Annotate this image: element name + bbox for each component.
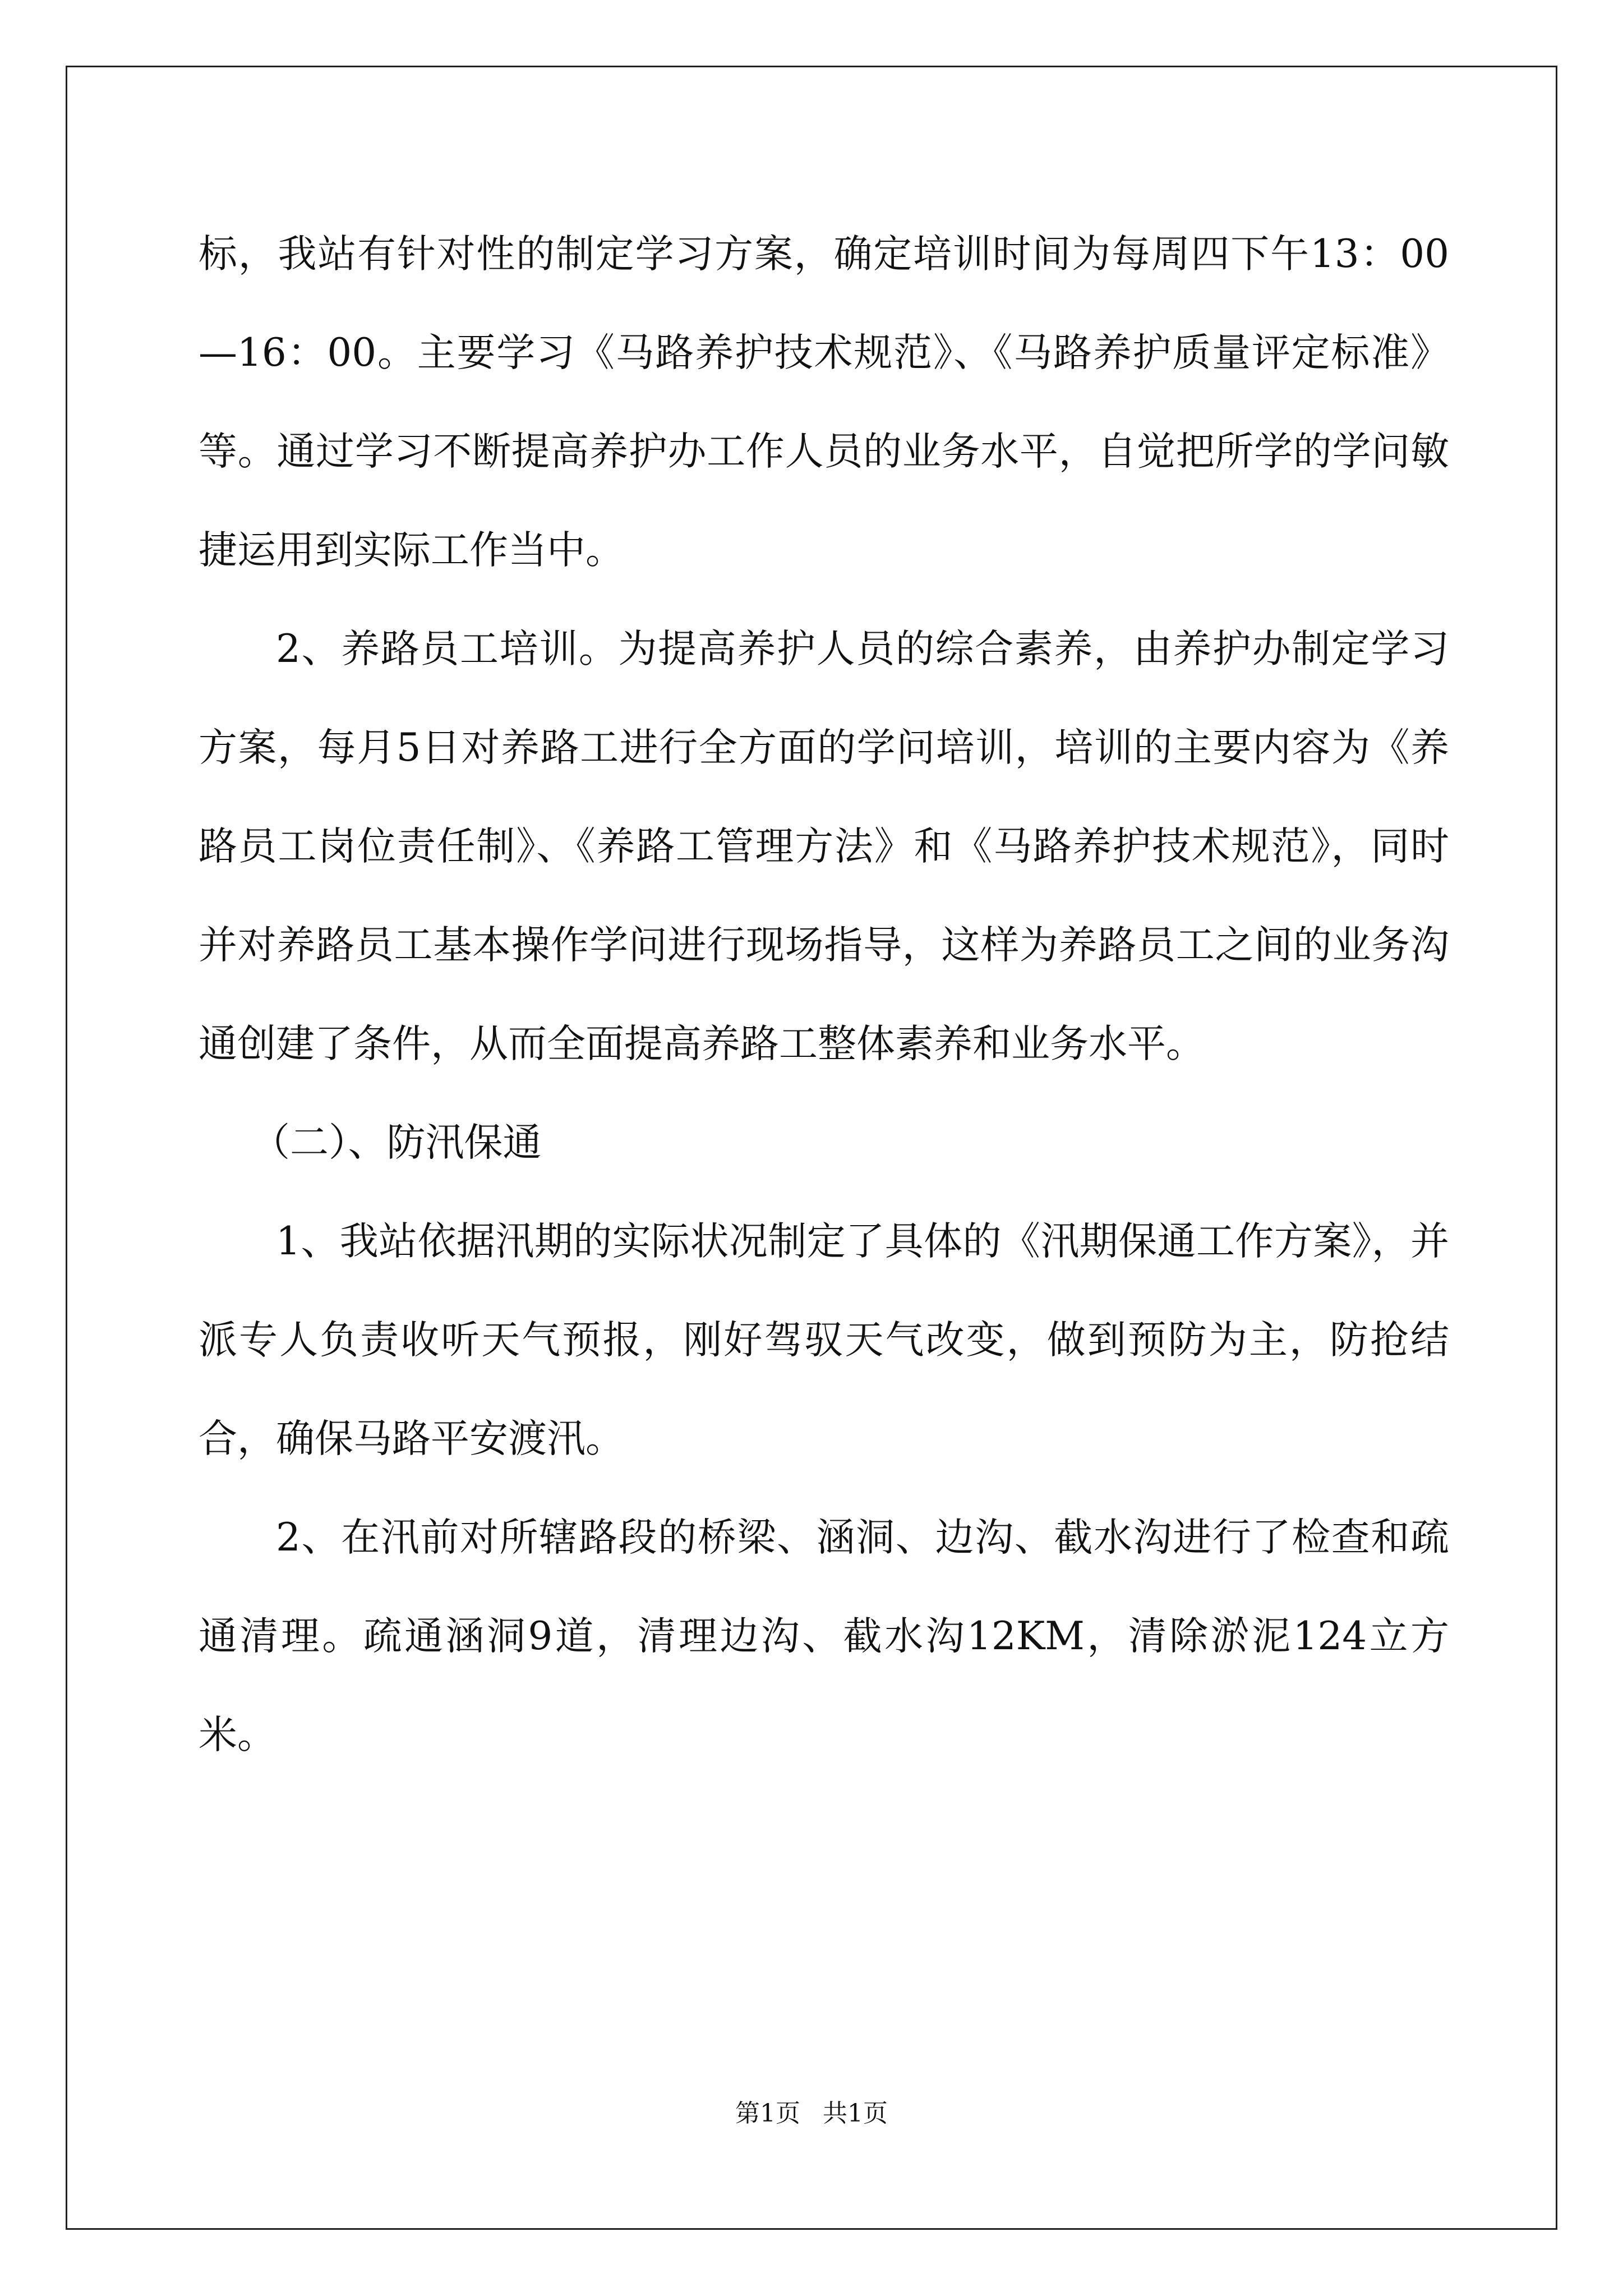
paragraph-staff-training: 2、养路员工培训。为提高养护人员的综合素养，由养护办制定学习方案，每月5日对养路工进行全方面的学问培训，培训的主要内容为《养路员工岗位责任制》、《养路工管理方法》和《马路养护技术规范》，同时并对养路员工基本操作学问进行现场指导，这样为养路员工之间的业务沟通创建了条件，从而全面提高养路工整体素养和业务水平。 xyxy=(199,627,1449,1066)
paragraph-flood-plan: 1、我站依据汛期的实际状况制定了具体的《汛期保通工作方案》，并派专人负责收听天气预报，刚好驾驭天气改变，做到预防为主，防抢结合，确保马路平安渡汛。 xyxy=(199,1219,1449,1461)
document-body xyxy=(199,205,1449,1784)
paragraph-drainage-cleaning: 2、在汛前对所辖路段的桥梁、涵洞、边沟、截水沟进行了检查和疏通清理。疏通涵洞9道，清理边沟、截水沟12KM，清除淤泥124立方米。 xyxy=(199,1515,1449,1757)
page-number: 第1页 xyxy=(735,2099,800,2128)
page-footer xyxy=(0,2093,1623,2129)
paragraph-continuation: 标，我站有针对性的制定学习方案，确定培训时间为每周四下午13：00—16：00。主要学习《马路养护技术规范》、《马路养护质量评定标准》等。通过学习不断提高养护办工作人员的业务水平，自觉把所学的学问敏捷运用到实际工作当中。 xyxy=(199,232,1449,573)
section-heading-flood-control: （二）、防汛保通 xyxy=(251,1120,542,1165)
page-total: 共1页 xyxy=(823,2099,888,2128)
